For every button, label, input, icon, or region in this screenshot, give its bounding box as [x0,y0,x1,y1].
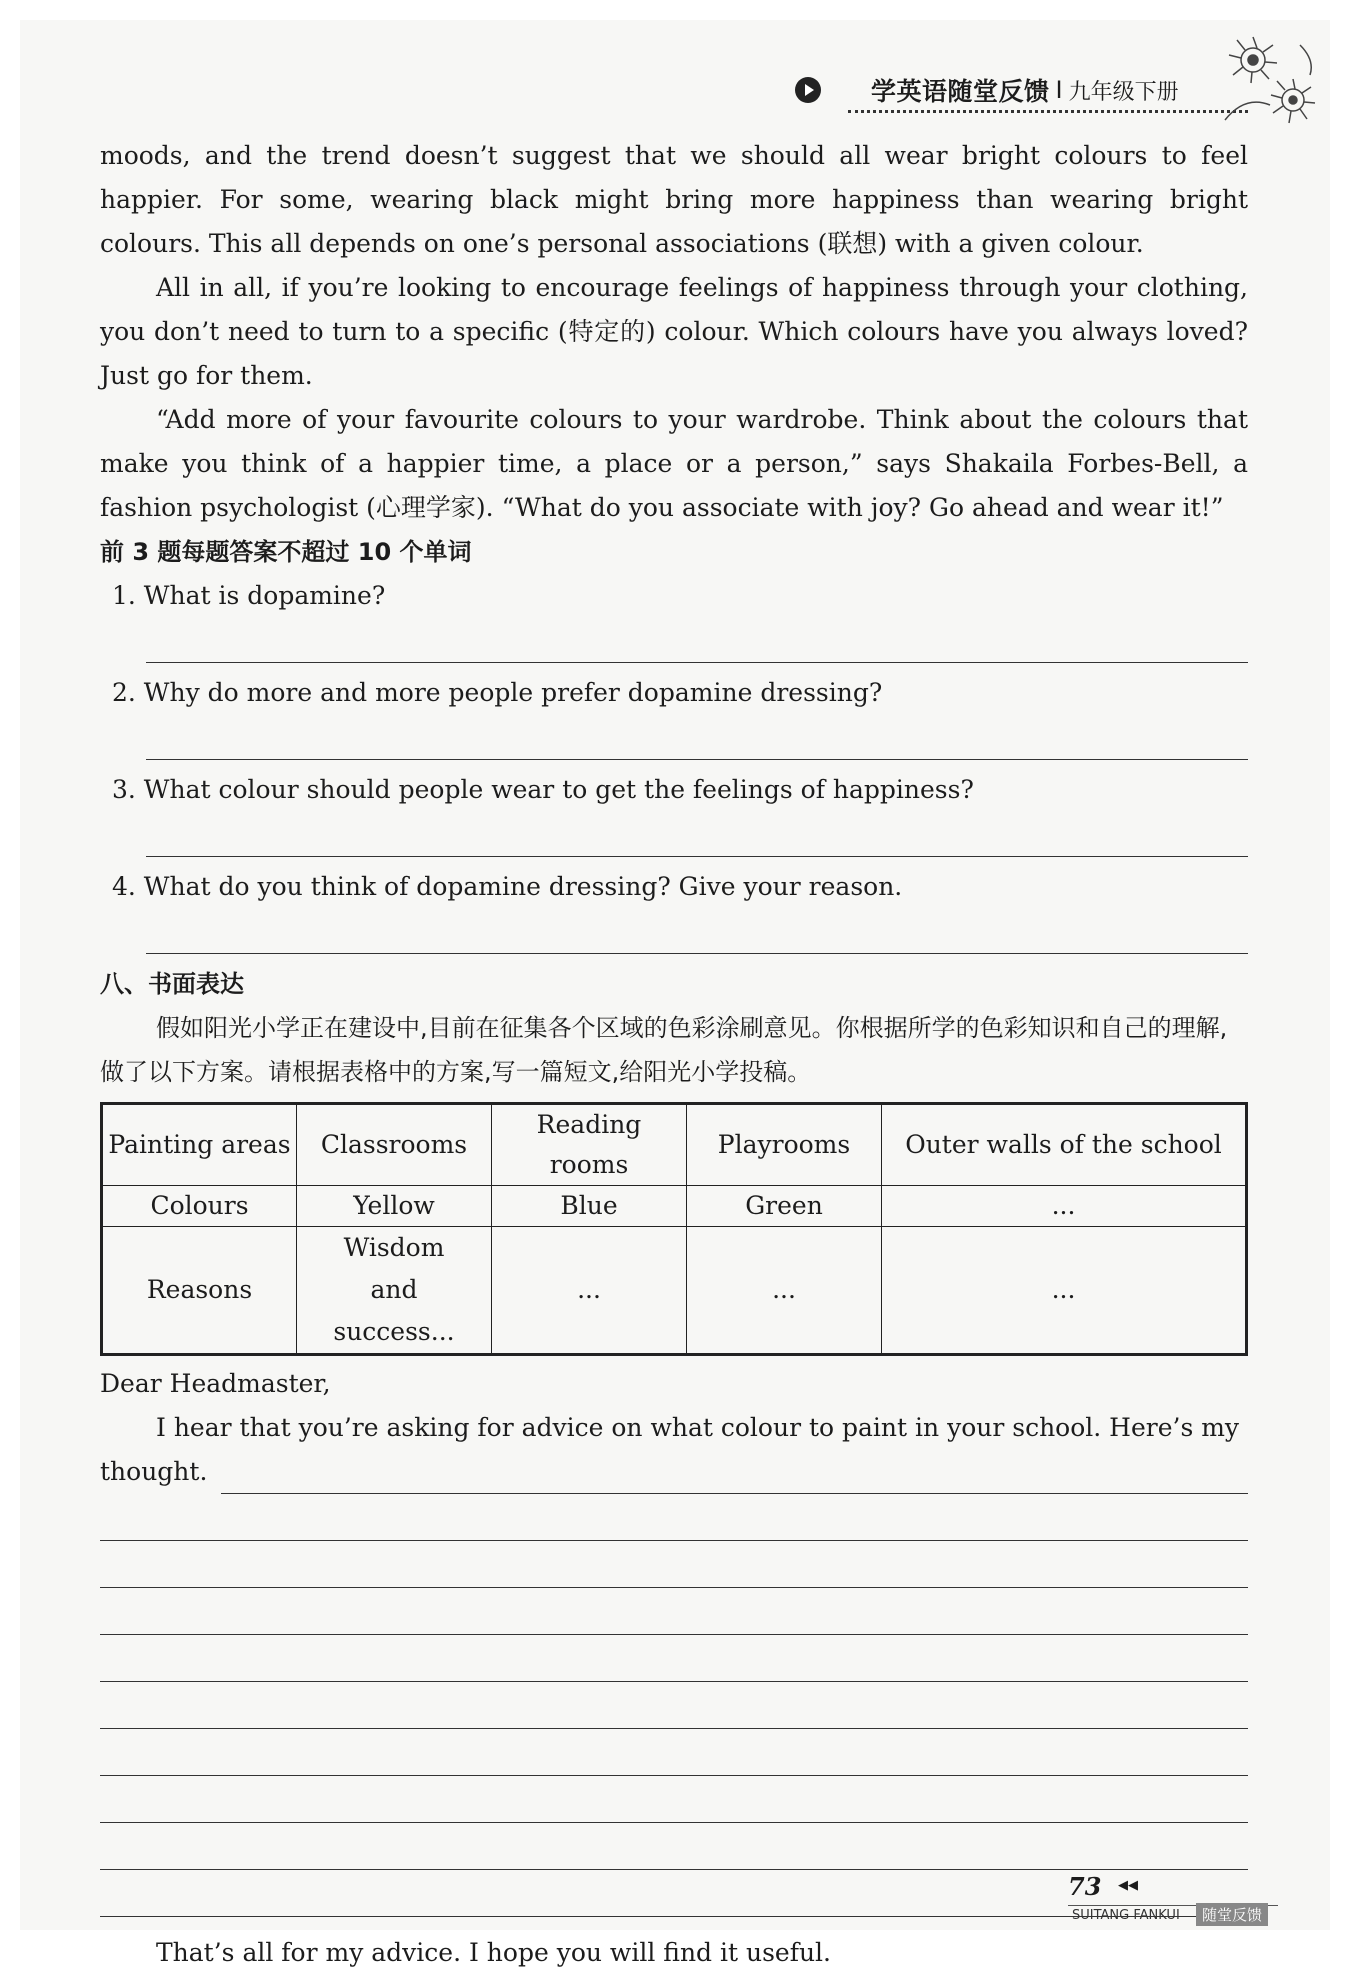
answer-line-4[interactable] [146,933,1248,954]
answer-line-2[interactable] [146,739,1248,760]
writing-line[interactable] [100,1823,1248,1870]
table-cell: Reasons [102,1227,297,1355]
flower-decoration-icon [1215,25,1325,135]
table-cell: Blue [492,1186,687,1227]
table-row [102,1104,1247,1186]
table-cell: ... [882,1227,1247,1355]
play-icon [795,77,821,103]
letter-opening: I hear that you’re asking for advice on what colour to paint in your school. Here’s my [156,1413,1240,1442]
letter-closing: That’s all for my advice. I hope you will find it useful. [156,1938,831,1967]
table-cell: ... [492,1227,687,1355]
footer-tag: 随堂反馈 [1196,1903,1268,1926]
passage-paragraph-1: moods, and the trend doesn’t suggest that we should all wear bright colours to feel happier. For some, wearing black might bring more happiness than wearing bright colours. This all depends on one’s personal associations (联想) with a given colour. [100,141,1248,258]
answer-line-3[interactable] [146,836,1248,857]
answer-line-1[interactable] [146,642,1248,663]
question-1: 1. What is dopamine? [112,581,386,610]
footer-brand: SUITANG FANKUI [1072,1908,1180,1923]
writing-section-heading: 八、书面表达 [100,970,244,998]
writing-line[interactable] [221,1461,1248,1494]
table-cell: Green [687,1186,882,1227]
passage-paragraph-3: “Add more of your favourite colours to your wardrobe. Think about the colours that make you think of a happier time, a place or a person,” says Shakaila Forbes-Bell, a fashion psychologist (心理学家). “What do you associate with joy? Go ahead and wear it!” [100,405,1248,522]
table-cell: Colours [102,1186,297,1227]
writing-line[interactable] [100,1729,1248,1776]
question-4: 4. What do you think of dopamine dressing? Give your reason. [112,872,903,901]
table-cell: Playrooms [687,1104,882,1186]
table-cell: Classrooms [297,1104,492,1186]
letter-greeting: Dear Headmaster, [100,1369,331,1398]
book-title: 学英语随堂反馈 [871,77,1050,106]
table-cell: ... [687,1227,882,1355]
table-row [102,1227,1247,1355]
thought-label: thought. [100,1457,208,1486]
thought-row [100,1450,1248,1494]
page-number: 73 [1068,1872,1102,1901]
book-subtitle: 九年级下册 [1068,79,1179,105]
questions-instruction: 前 3 题每题答案不超过 10 个单词 [100,538,472,566]
table-cell: ... [882,1186,1247,1227]
main-content [100,134,1248,1975]
writing-line[interactable] [100,1541,1248,1588]
question-2: 2. Why do more and more people prefer dopamine dressing? [112,678,883,707]
writing-line[interactable] [100,1682,1248,1729]
table-row [102,1186,1247,1227]
question-3: 3. What colour should people wear to get the feelings of happiness? [112,775,974,804]
table-cell: Outer walls of the school [882,1104,1247,1186]
header-dotted-rule [848,110,1248,113]
table-cell: Yellow [297,1186,492,1227]
back-arrows-icon: ◀◀ [1118,1878,1138,1893]
table-cell: Painting areas [102,1104,297,1186]
writing-prompt: 假如阳光小学正在建设中,目前在征集各个区域的色彩涂刷意见。你根据所学的色彩知识和自己的理解,做了以下方案。请根据表格中的方案,写一篇短文,给阳光小学投稿。 [100,1014,1228,1086]
passage-paragraph-2: All in all, if you’re looking to encourage feelings of happiness through your clothing, you don’t need to turn to a specific (特定的) colour. Which colours have you always loved? Just go for them. [100,273,1248,390]
table-cell: Wisdom and success... [297,1227,492,1355]
page-header [795,70,1179,110]
writing-line[interactable] [100,1494,1248,1541]
writing-line[interactable] [100,1776,1248,1823]
table-cell: Reading rooms [492,1104,687,1186]
header-separator: I [1055,76,1063,104]
colour-plan-table [100,1102,1248,1356]
writing-line[interactable] [100,1635,1248,1682]
writing-line[interactable] [100,1588,1248,1635]
